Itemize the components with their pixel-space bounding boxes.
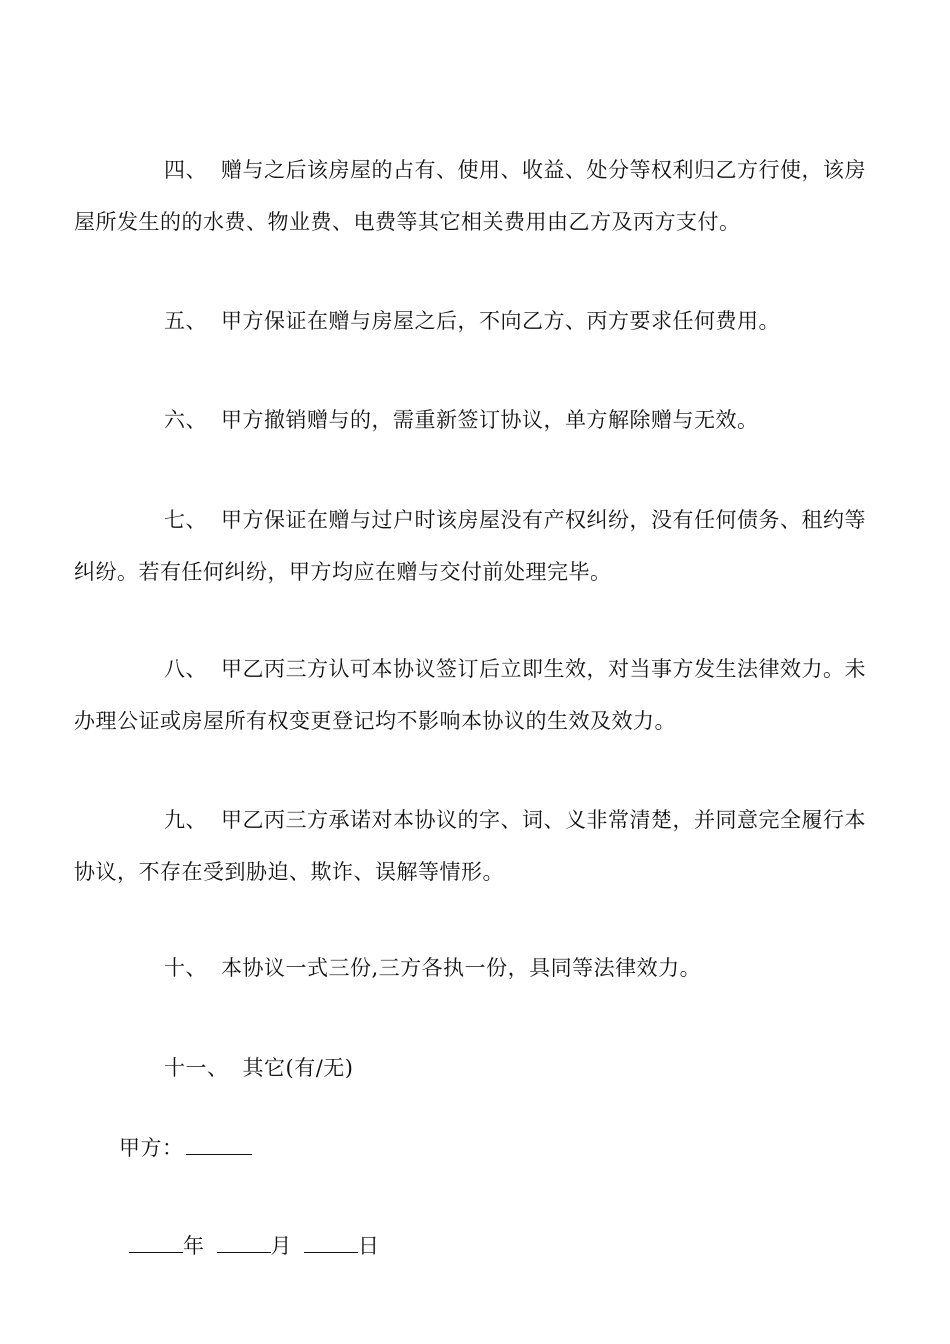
clause-number: 六、 — [164, 408, 207, 432]
day-blank[interactable] — [304, 1234, 358, 1253]
clause-4 — [74, 144, 882, 248]
clause-9 — [74, 794, 882, 898]
party-a-signature-line — [119, 1133, 252, 1163]
clause-6 — [74, 394, 882, 446]
clause-7 — [74, 494, 882, 598]
clause-text: 其它(有/无) — [242, 1056, 354, 1080]
clause-number: 七、 — [164, 508, 207, 532]
clause-text: 甲乙丙三方认可本协议签订后立即生效，对当事方发生法律效力。未办理公证或房屋所有权变更登记均不影响本协议的生效及效力。 — [74, 657, 866, 733]
clause-number: 四、 — [164, 158, 207, 182]
clause-8 — [74, 643, 882, 747]
clause-5 — [74, 295, 882, 347]
clause-text: 甲方撤销赠与的，需重新签订协议，单方解除赠与无效。 — [221, 408, 759, 432]
day-label: 日 — [358, 1234, 380, 1258]
clause-11 — [74, 1042, 882, 1094]
clause-text: 本协议一式三份,三方各执一份，具同等法律效力。 — [221, 956, 702, 980]
clause-number: 九、 — [164, 808, 207, 832]
clause-text: 赠与之后该房屋的占有、使用、收益、处分等权利归乙方行使，该房屋所发生的的水费、物业费、电费等其它相关费用由乙方及丙方支付。 — [74, 158, 866, 234]
clause-number: 八、 — [164, 657, 207, 681]
party-a-label: 甲方： — [119, 1136, 184, 1160]
year-blank[interactable] — [129, 1234, 183, 1253]
month-label: 月 — [270, 1234, 292, 1258]
clause-10 — [74, 942, 882, 994]
month-blank[interactable] — [217, 1234, 271, 1253]
party-a-blank[interactable] — [186, 1136, 252, 1155]
clause-number: 五、 — [164, 309, 207, 333]
clause-text: 甲方保证在赠与房屋之后，不向乙方、丙方要求任何费用。 — [221, 309, 780, 333]
clause-number: 十一、 — [164, 1056, 229, 1080]
year-label: 年 — [183, 1234, 205, 1258]
clause-text: 甲乙丙三方承诺对本协议的字、词、义非常清楚，并同意完全履行本协议，不存在受到胁迫、欺诈、误解等情形。 — [74, 808, 866, 884]
clause-number: 十、 — [164, 956, 207, 980]
date-line — [129, 1231, 380, 1261]
clause-text: 甲方保证在赠与过户时该房屋没有产权纠纷，没有任何债务、租约等纠纷。若有任何纠纷，甲方均应在赠与交付前处理完毕。 — [74, 508, 866, 584]
